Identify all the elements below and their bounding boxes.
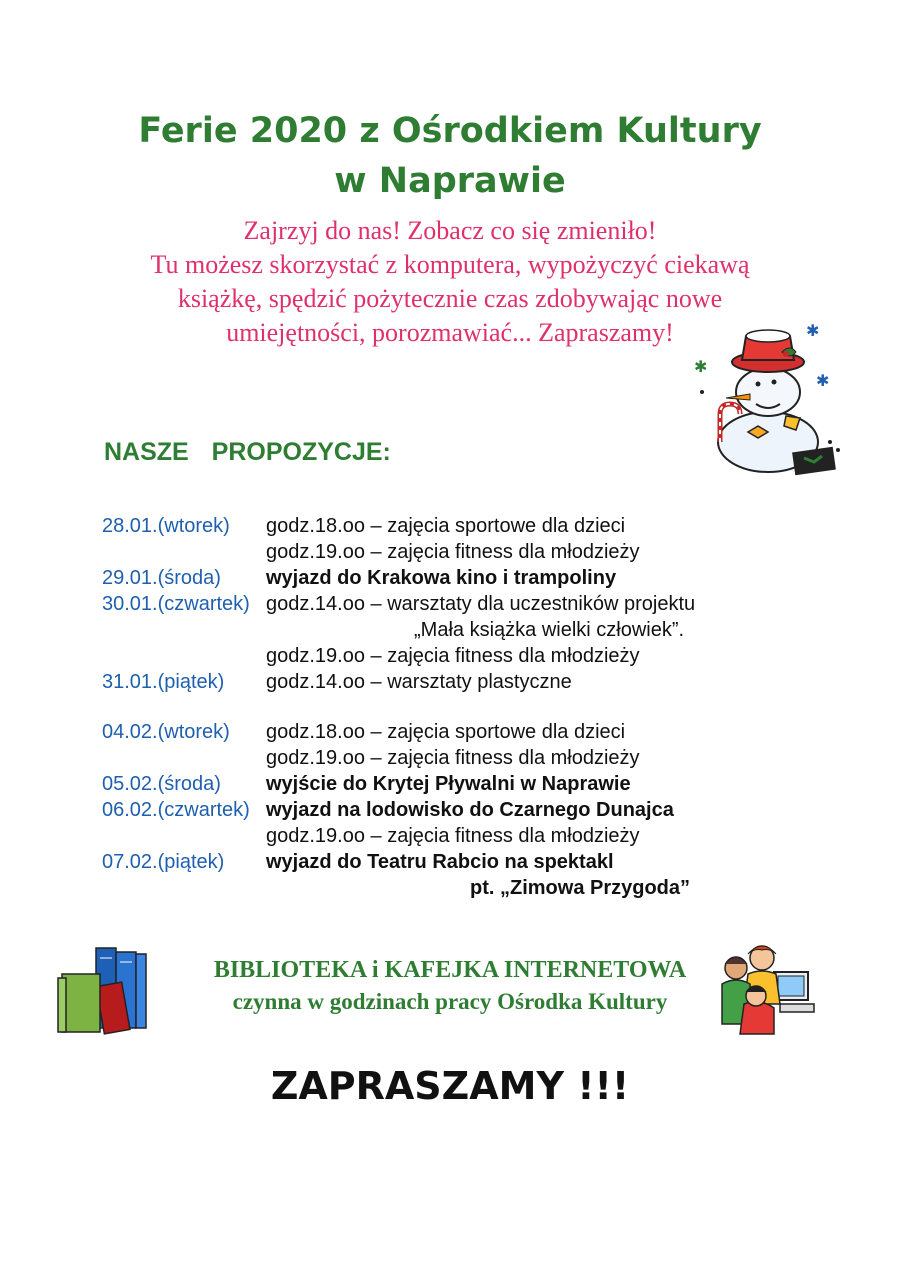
schedule-row: [0, 745, 900, 771]
schedule-row: [0, 539, 900, 565]
snowman-illustration: [690, 322, 850, 482]
schedule-text: wyjazd na lodowisko do Czarnego Dunajca: [266, 799, 674, 821]
svg-text:✱: ✱: [806, 322, 820, 340]
svg-text:✱: ✱: [816, 371, 830, 390]
schedule-text: „Mała książka wielki człowiek”.: [414, 619, 685, 641]
library-title: BIBLIOTEKA i KAFEJKA INTERNETOWA: [213, 957, 687, 983]
schedule-date: 30.01.(czwartek): [102, 593, 250, 615]
library-hours: czynna w godzinach pracy Ośrodka Kultury: [232, 989, 668, 1014]
svg-text:✱: ✱: [694, 357, 708, 376]
schedule-text: godz.18.oo – zajęcia sportowe dla dzieci: [266, 721, 626, 743]
schedule-date: 06.02.(czwartek): [102, 799, 250, 821]
schedule-row: [0, 875, 900, 901]
intro-line: Tu możesz skorzystać z komputera, wypożyczyć ciekawą: [150, 250, 750, 279]
schedule-text: wyjazd do Krakowa kino i trampoliny: [266, 567, 617, 589]
schedule-text: godz.19.oo – zajęcia fitness dla młodzieży: [266, 645, 640, 667]
schedule-text: wyjście do Krytej Pływalni w Naprawie: [266, 773, 631, 795]
schedule-row: [0, 513, 900, 539]
schedule-row: [0, 617, 900, 643]
books-illustration: [56, 944, 152, 1036]
schedule-text: godz.19.oo – zajęcia fitness dla młodzieży: [266, 541, 640, 563]
schedule-text: godz.14.oo – warsztaty plastyczne: [266, 671, 572, 693]
schedule-row: [0, 719, 900, 745]
intro-line: książkę, spędzić pożytecznie czas zdobywając nowe: [177, 284, 723, 313]
title-line-1: Ferie 2020 z Ośrodkiem Kultury: [138, 111, 762, 151]
schedule-row: [0, 591, 900, 617]
schedule-date: 28.01.(wtorek): [102, 515, 230, 537]
schedule-row: [0, 643, 900, 669]
footer-invitation: ZAPRASZAMY !!!: [270, 1064, 630, 1108]
schedule-date: 07.02.(piątek): [102, 851, 225, 873]
schedule-date: 05.02.(środa): [102, 773, 221, 795]
schedule-text: pt. „Zimowa Przygoda”: [470, 877, 691, 899]
intro-line: Zajrzyj do nas! Zobacz co się zmieniło!: [243, 216, 657, 245]
schedule-row: [0, 797, 900, 823]
schedule-date: 04.02.(wtorek): [102, 721, 230, 743]
schedule-text: godz.18.oo – zajęcia sportowe dla dzieci: [266, 515, 626, 537]
schedule-date: 29.01.(środa): [102, 567, 221, 589]
schedule-row: [0, 849, 900, 875]
schedule-row: [0, 669, 900, 695]
schedule-row: [0, 771, 900, 797]
schedule-date: 31.01.(piątek): [102, 671, 225, 693]
schedule-row: [0, 565, 900, 591]
schedule-row: [0, 823, 900, 849]
title-line-2: w Naprawie: [334, 161, 566, 201]
schedule-text: godz.14.oo – warsztaty dla uczestników projektu: [266, 593, 696, 615]
schedule-text: wyjazd do Teatru Rabcio na spektakl: [266, 851, 614, 873]
intro-line: umiejętności, porozmawiać... Zapraszamy!: [226, 318, 674, 347]
children-computer-illustration: [720, 940, 816, 1044]
schedule-text: godz.19.oo – zajęcia fitness dla młodzieży: [266, 825, 640, 847]
schedule-text: godz.19.oo – zajęcia fitness dla młodzieży: [266, 747, 640, 769]
section-title: NASZE PROPOZYCJE:: [104, 438, 391, 466]
